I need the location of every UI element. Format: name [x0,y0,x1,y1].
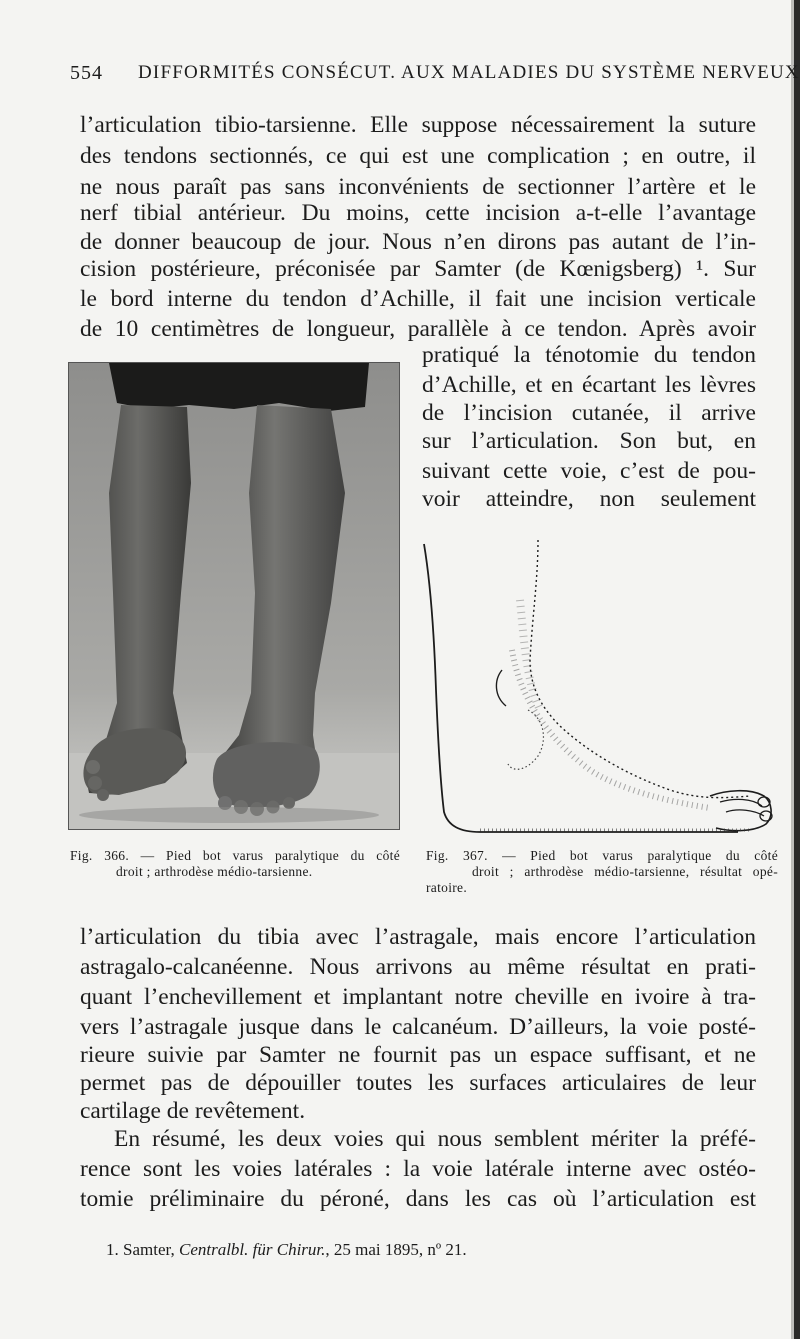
body-line: vers l’astragale jusque dans le calcanéum. D’ailleurs, la voie posté- [80,1014,756,1040]
body-line: cision postérieure, préconisée par Samter (de Kœnigsberg) ¹. Sur [80,256,756,282]
body-line: cartilage de revêtement. [80,1098,306,1124]
caption-line: droit ; arthrodèse médio-tarsienne. [116,864,313,879]
caption-line: Fig. 366. — Pied bot varus paralytique du côté [70,848,400,863]
body-line: En résumé, les deux voies qui nous semblent mériter la préfé- [114,1126,756,1152]
body-line: ne nous paraît pas sans inconvénients de sectionner l’artère et le [80,174,756,200]
footnote [106,1240,467,1260]
body-line: de 10 centimètres de longueur, parallèle à ce tendon. Après avoir [80,316,756,342]
body-line: d’Achille, et en écartant les lèvres [422,372,756,398]
body-line: nerf tibial antérieur. Du moins, cette incision a-t-elle l’avantage [80,200,756,226]
caption-line: ratoire. [426,880,468,895]
footnote-author: 1. Samter, [106,1240,175,1259]
page-edge [794,0,800,1339]
body-line: permet pas de dépouiller toutes les surfaces articulaires de leur [80,1070,756,1096]
body-line: voir atteindre, non seulement [422,486,756,512]
body-line: quant l’enchevillement et implantant notre cheville en ivoire à tra- [80,984,756,1010]
body-line: tomie préliminaire du péroné, dans les cas où l’articulation est [80,1186,756,1212]
footnote-date: , 25 mai 1895, nº 21. [325,1240,467,1259]
body-line: de donner beaucoup de jour. Nous n’en dirons pas autant de l’in- [80,229,756,255]
body-line: rence sont les voies latérales : la voie latérale interne avec ostéo- [80,1156,756,1182]
body-line: pratiqué la ténotomie du tendon [422,342,756,368]
caption-line: droit ; arthrodèse médio-tarsienne, résultat opé- [472,864,778,879]
body-line: sur l’articulation. Son but, en [422,428,756,454]
figure-367-caption [426,848,778,896]
body-line: astragalo-calcanéenne. Nous arrivons au même résultat en prati- [80,954,756,980]
body-line: suivant cette voie, c’est de pou- [422,458,756,484]
footnote-journal: Centralbl. für Chirur. [178,1240,326,1259]
figure-366-caption [70,848,400,880]
body-line: de l’incision cutanée, il arrive [422,400,756,426]
body-line: rieure suivie par Samter ne fournit pas un espace suffisant, et ne [80,1042,756,1068]
page-header [70,62,800,92]
body-line: le bord interne du tendon d’Achille, il fait une incision verticale [80,286,756,312]
figure-366-photo [68,362,400,830]
figure-367-drawing [420,540,780,836]
body-line: des tendons sectionnés, ce qui est une complication ; en outre, il [80,143,756,169]
body-line: l’articulation du tibia avec l’astragale, mais encore l’articulation [80,924,756,950]
page-number: 554 [70,62,103,84]
body-line: l’articulation tibio-tarsienne. Elle suppose nécessairement la suture [80,112,756,138]
caption-line: Fig. 367. — Pied bot varus paralytique du côté [426,848,778,863]
foot-line-drawing [420,540,780,836]
running-title: DIFFORMITÉS CONSÉCUT. AUX MALADIES DU SYSTÈME NERVEUX [138,62,800,83]
legs-photo-drawing [69,363,399,829]
